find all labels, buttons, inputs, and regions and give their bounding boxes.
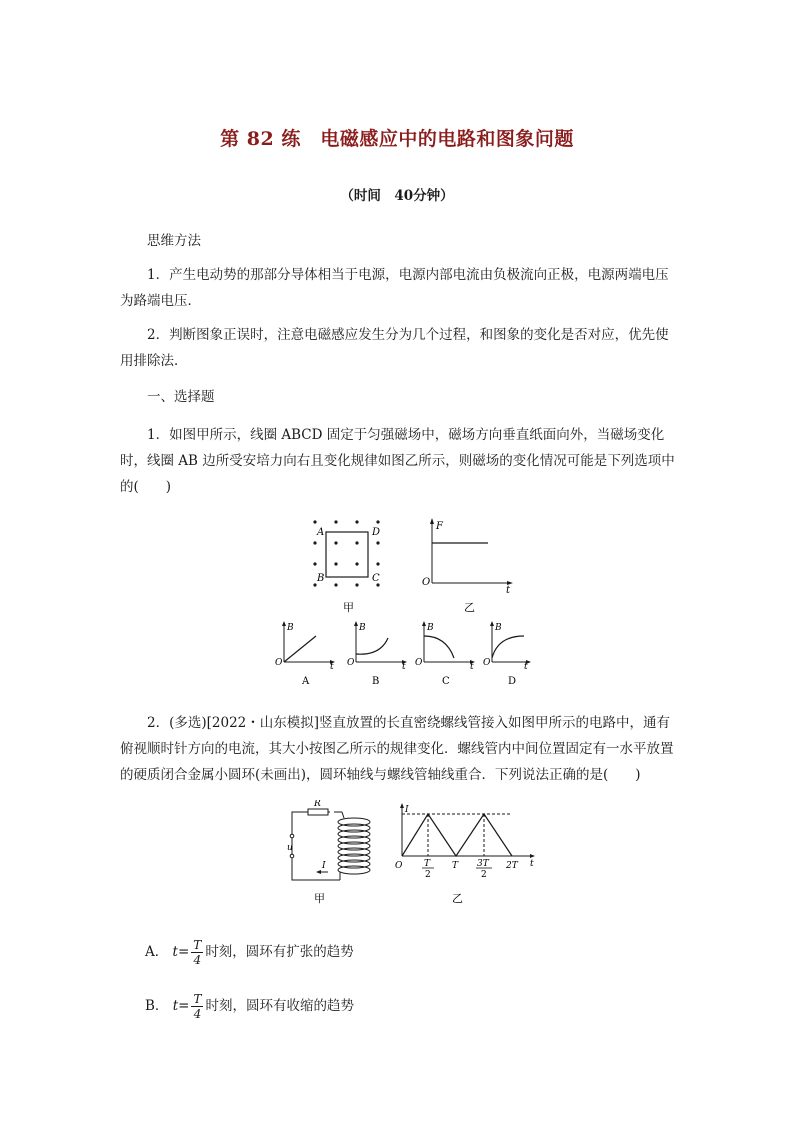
option-label-b: B	[372, 676, 380, 687]
caption-jia-2: 甲	[314, 892, 325, 905]
time-limit: （时间 40分钟）	[340, 188, 454, 204]
graph-d	[483, 621, 531, 687]
tick-3t-half-den: 2	[481, 870, 487, 880]
svg-text:O: O	[347, 658, 355, 668]
vertex-c: C	[372, 573, 380, 584]
q2-figure-jia	[282, 800, 382, 910]
tick-t-half-num: T	[424, 859, 431, 869]
method-item-2: 2．判断图象正误时，注意电磁感应发生分为几个过程，和图象的变化是否对应，优先使用排除法．	[120, 327, 669, 369]
graph-c	[415, 621, 475, 687]
q1-figure-yi	[420, 515, 520, 615]
method-item-1: 1．产生电动势的那部分导体相当于电源，电源内部电流由负极流向正极，电源两端电压为路端电压．	[120, 267, 669, 309]
caption-yi-2: 乙	[452, 892, 463, 905]
svg-text:B: B	[359, 623, 366, 633]
series-line-i	[402, 814, 512, 856]
question-2-text: 2．(多选)[2022・山东模拟]竖直放置的长直密绕螺线管接入如图甲所示的电路中，通有俯视顺时针方向的电流，其大小按图乙所示的规律变化．螺线管内中间位置固定有一水平放置的硬质闭合金属小圆环(未画出)，圆环轴线与螺线管轴线重合．下列说法正确的是( )	[120, 715, 674, 783]
tick-3t-half-num: 3T	[477, 859, 489, 869]
q1-figure-jia	[305, 515, 395, 615]
graph-a	[275, 621, 335, 687]
fraction-t-over-4: $\frac{T}{4}$	[193, 938, 202, 967]
x-axis-label: t	[506, 585, 511, 596]
tick-2t: 2T	[506, 861, 518, 871]
solenoid	[338, 818, 370, 874]
section-heading: 一、选择题	[147, 389, 215, 405]
coil-abcd	[326, 532, 368, 577]
resistor-r	[308, 809, 328, 815]
option-a[interactable]: A． t= $\frac{T}{4}$ 时刻，圆环有扩张的趋势	[145, 938, 354, 967]
option-label-c: C	[442, 676, 450, 687]
svg-text:O: O	[395, 861, 403, 871]
q2-figure-yi	[392, 800, 542, 910]
svg-text:t: t	[524, 662, 528, 672]
label-r: R	[314, 800, 321, 809]
option-label-a: A	[302, 676, 310, 687]
x-axis-label-t: t	[530, 859, 534, 869]
question-1-text: 1．如图甲所示，线圈 ABCD 固定于匀强磁场中，磁场方向垂直纸面向外，当磁场变化时，线圈 AB 边所受安培力向右且变化规律如图乙所示，则磁场的变化情况可能是下列选项中的( )	[120, 427, 675, 495]
svg-text:t: t	[330, 662, 334, 672]
option-b[interactable]: B． t= $\frac{T}{4}$ 时刻，圆环有收缩的趋势	[145, 992, 354, 1021]
vertex-b: B	[317, 573, 325, 584]
svg-text:t: t	[402, 662, 406, 672]
svg-text:B: B	[495, 623, 502, 633]
tick-t: T	[452, 861, 459, 871]
svg-text:t: t	[470, 662, 474, 672]
tick-t-half-den: 2	[425, 870, 431, 880]
vertex-d: D	[372, 527, 381, 538]
page-title: 第 82 练 电磁感应中的电路和图象问题	[220, 128, 574, 150]
caption-yi: 乙	[464, 601, 475, 614]
origin-label: O	[422, 577, 431, 588]
svg-text:B: B	[427, 623, 434, 633]
option-label-d: D	[508, 676, 517, 687]
fraction-t-over-4: $\frac{T}{4}$	[193, 992, 202, 1021]
label-u: u	[287, 843, 293, 853]
graph-b	[347, 621, 407, 687]
y-axis-label: F	[436, 521, 443, 532]
method-heading: 思维方法	[147, 233, 201, 249]
vertex-a: A	[317, 527, 325, 538]
svg-text:B: B	[287, 623, 294, 633]
svg-text:O: O	[275, 658, 283, 668]
caption-jia: 甲	[343, 601, 354, 614]
y-axis-label-i: I	[405, 805, 409, 815]
q1-option-graphs	[272, 618, 532, 690]
label-i-current: I	[322, 861, 326, 871]
svg-text:O: O	[483, 658, 491, 668]
svg-text:O: O	[415, 658, 423, 668]
